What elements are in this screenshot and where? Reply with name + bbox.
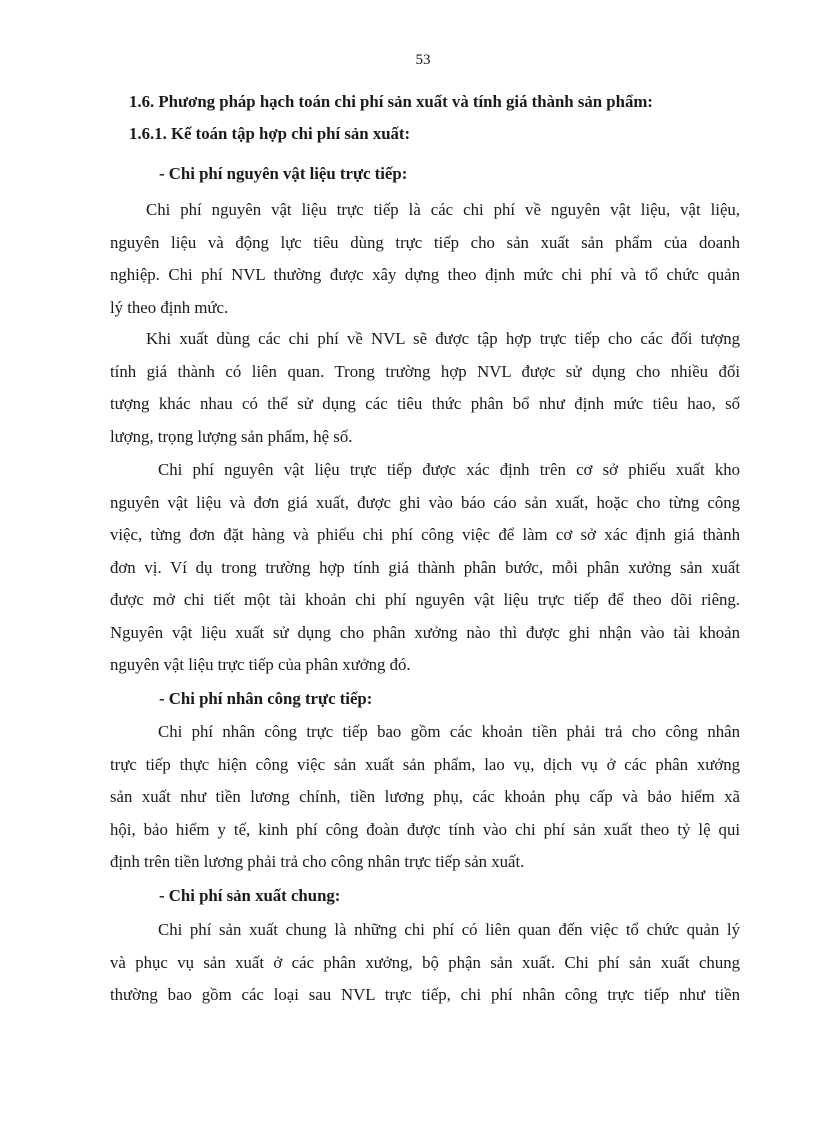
paragraph-materials-allocation (110, 323, 740, 453)
text-line: Chi phí sản xuất chung là những chi phí có liên quan đến việc tổ chức quản lý (158, 920, 740, 939)
text-line: trực tiếp thực hiện công việc sản xuất sản phẩm, lao vụ, dịch vụ ở các phân xưởng (110, 754, 740, 774)
text-line: sản xuất như tiền lương chính, tiền lương phụ, các khoản phụ cấp và bảo hiểm xã (110, 787, 740, 806)
paragraph-materials-definition (110, 194, 740, 324)
section-heading-sub: 1.6.1. Kế toán tập hợp chi phí sản xuất: (129, 124, 411, 143)
text-line: được mở chi tiết một tài khoản chi phí nguyên vật liệu trực tiếp để theo dõi riêng. (110, 590, 740, 609)
text-line: nguyên vật liệu trực tiếp của phân xưởng đó. (110, 655, 411, 674)
paragraph-materials-determination (110, 454, 740, 682)
text-line: hội, bảo hiểm y tế, kinh phí công đoàn được tính vào chi phí sản xuất theo tỷ lệ qui (110, 819, 740, 839)
paragraph-overhead-definition (110, 914, 740, 1012)
text-line: nguyên vật liệu và đơn giá xuất, được ghi vào báo cáo sản xuất, hoặc cho từng công (110, 492, 740, 512)
text-line: và phục vụ sản xuất ở các phân xưởng, bộ phận sản xuất. Chi phí sản xuất chung (110, 952, 740, 972)
text-line: tính giá thành có liên quan. Trong trường hợp NVL được sử dụng cho nhiều đối (110, 361, 740, 381)
text-line: tượng khác nhau có thể sử dụng các tiêu thức phân bổ như định mức tiêu hao, số (110, 394, 740, 413)
text-line: việc, từng đơn đặt hàng và phiếu chi phí công việc để làm cơ sở xác định giá thành (110, 525, 740, 544)
text-line: lý theo định mức. (110, 297, 229, 317)
text-line: Nguyên vật liệu xuất sử dụng cho phân xưởng nào thì được ghi nhận vào tài khoản (110, 622, 740, 642)
subheading-direct-labor: - Chi phí nhân công trực tiếp: (159, 689, 373, 708)
text-line: định trên tiền lương phải trả cho công nhân trực tiếp sản xuất. (110, 852, 525, 871)
text-line: Chi phí nguyên vật liệu trực tiếp là các chi phí về nguyên vật liệu, vật liệu, (146, 200, 740, 219)
text-line: lượng, trọng lượng sản phẩm, hệ số. (110, 426, 353, 446)
subheading-direct-materials: - Chi phí nguyên vật liệu trực tiếp: (159, 164, 408, 183)
text-line: Chi phí nguyên vật liệu trực tiếp được xác định trên cơ sở phiếu xuất kho (158, 460, 740, 479)
text-line: Chi phí nhân công trực tiếp bao gồm các khoản tiền phải trả cho công nhân (158, 722, 740, 741)
paragraph-labor-definition (110, 716, 740, 879)
text-line: Khi xuất dùng các chi phí về NVL sẽ được tập hợp trực tiếp cho các đối tượng (146, 329, 740, 348)
text-line: nguyên liệu và động lực tiêu dùng trực tiếp cho sản xuất sản phẩm của doanh (110, 232, 740, 252)
subheading-manufacturing-overhead: - Chi phí sản xuất chung: (159, 886, 341, 905)
text-line: nghiệp. Chi phí NVL thường được xây dựng theo định mức chi phí và tổ chức quản (110, 265, 740, 284)
text-line: thường bao gồm các loại sau NVL trực tiếp, chi phí nhân công trực tiếp như tiền (110, 985, 740, 1004)
page-number: 53 (415, 52, 431, 68)
text-line: đơn vị. Ví dụ trong trường hợp tính giá thành phân bước, mỗi phân xưởng sản xuất (110, 557, 740, 577)
section-heading-main: 1.6. Phương pháp hạch toán chi phí sản xuất và tính giá thành sản phẩm: (129, 92, 653, 111)
